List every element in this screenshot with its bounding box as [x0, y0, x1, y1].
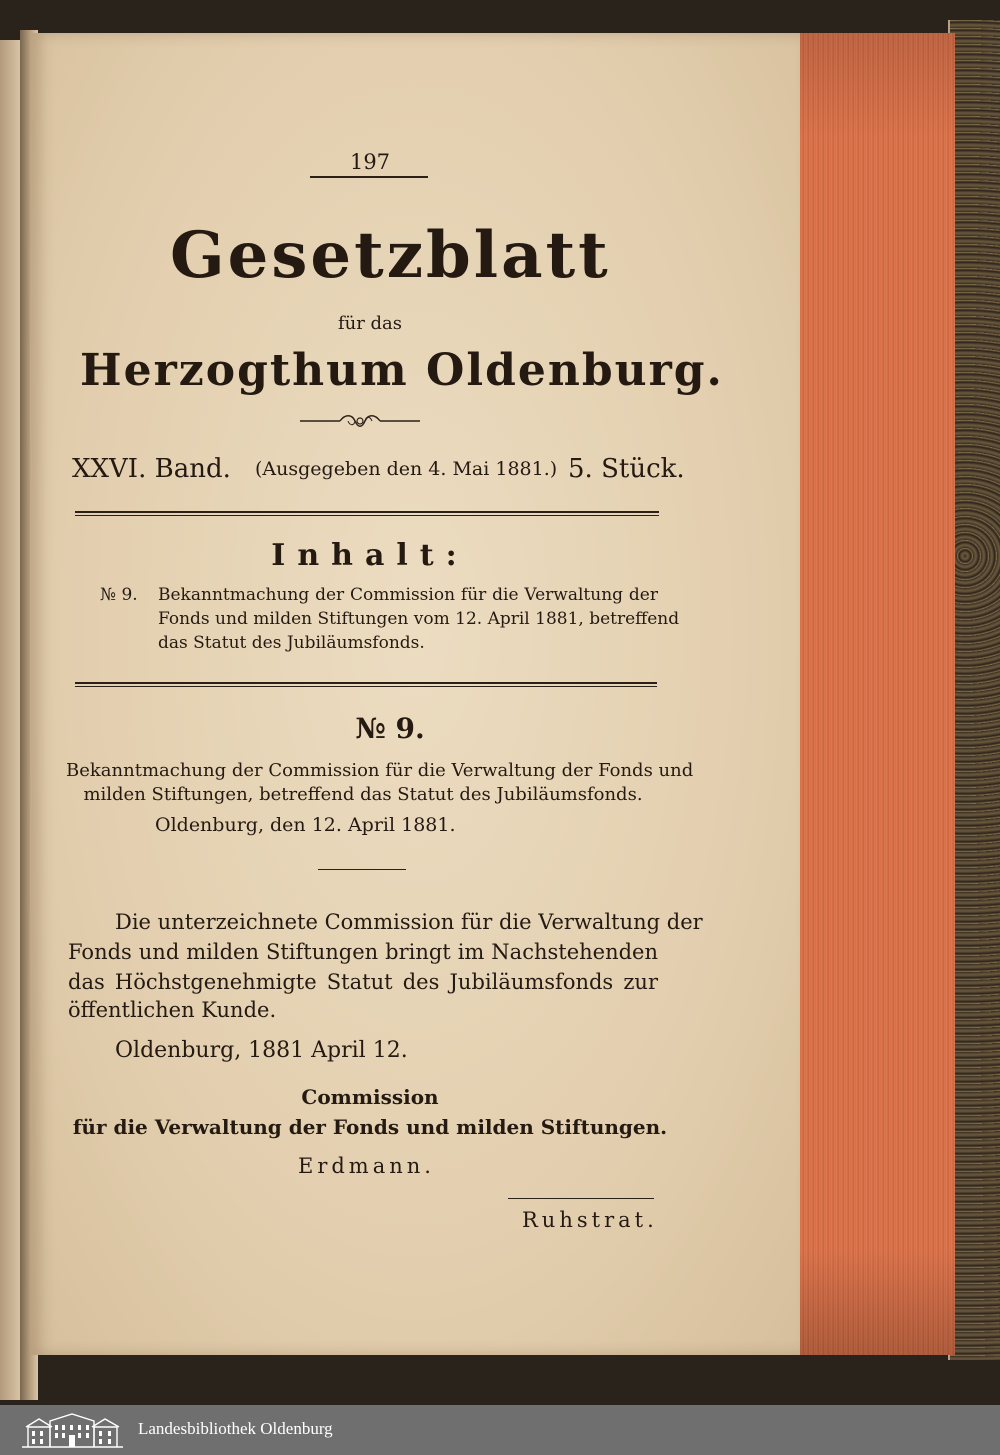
footer-bar: [0, 1405, 1000, 1455]
marbled-cover: [950, 20, 1000, 1360]
divider-top-a: [75, 511, 659, 513]
inhalt-line-1: Bekanntmachung der Commission für die Verwaltung der: [158, 585, 658, 605]
divider-mid-b: [75, 686, 657, 687]
entry-title-line-1: Bekanntmachung der Commission für die Verwaltung der Fonds und: [66, 760, 694, 781]
page-title: Gesetzblatt: [170, 218, 611, 293]
inhalt-number: № 9.: [100, 585, 138, 605]
body-line-1: Die unterzeichnete Commission für die Verwaltung der: [115, 910, 703, 934]
entry-date: Oldenburg, den 12. April 1881.: [155, 814, 456, 836]
page-number-rule: [310, 176, 428, 178]
subtitle: Herzogthum Oldenburg.: [80, 345, 724, 396]
stueck-label: 5. Stück.: [568, 454, 685, 484]
signature-erdmann: Erdmann.: [298, 1154, 435, 1178]
commission-heading: Commission: [301, 1085, 439, 1109]
page-number: 197: [349, 150, 391, 174]
page-edges-shade: [795, 33, 955, 1355]
body-line-2: Fonds und milden Stiftungen bringt im Nachstehenden: [68, 940, 658, 964]
entry-number: № 9.: [355, 712, 425, 745]
library-name[interactable]: Landesbibliothek Oldenburg: [138, 1419, 333, 1438]
issue-date: (Ausgegeben den 4. Mai 1881.): [255, 458, 558, 480]
signature-ruhstrat: Ruhstrat.: [522, 1208, 658, 1232]
short-rule: [318, 869, 406, 870]
subtitle-small: für das: [337, 313, 403, 334]
signature-rule: [508, 1198, 654, 1199]
inhalt-line-3: das Statut des Jubiläumsfonds.: [158, 633, 425, 653]
commission-full-name: für die Verwaltung der Fonds und milden Stiftungen.: [72, 1115, 668, 1139]
band-label: XXVI. Band.: [72, 454, 231, 484]
ornament-icon: [300, 412, 420, 430]
entry-title-line-2: milden Stiftungen, betreffend das Statut des Jubiläumsfonds.: [83, 784, 643, 805]
library-building-logo-icon: [20, 1411, 125, 1449]
inhalt-heading: Inhalt:: [271, 538, 469, 573]
divider-top-b: [75, 515, 659, 516]
body-line-4: öffentlichen Kunde.: [68, 998, 277, 1022]
body-line-3: das Höchstgenehmigte Statut des Jubiläumsfonds zur: [68, 970, 658, 994]
inhalt-line-2: Fonds und milden Stiftungen vom 12. April 1881, betreffend: [158, 609, 680, 629]
divider-mid-a: [75, 682, 657, 684]
place-date: Oldenburg, 1881 April 12.: [115, 1038, 408, 1063]
